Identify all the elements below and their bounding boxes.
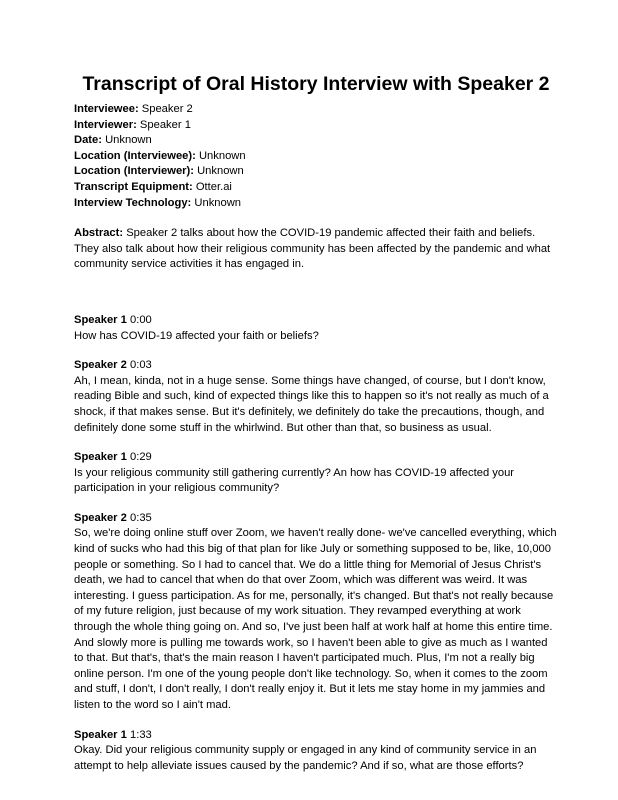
meta-date xyxy=(74,133,558,149)
timestamp: 0:03 xyxy=(129,359,152,372)
meta-value: Speaker 1 xyxy=(139,118,191,131)
turn-text: Okay. Did your religious community supply or engaged in any kind of community service in an attempt to help alleviate issues caused by the pandemic? And if so, what are those efforts? xyxy=(74,744,537,772)
meta-location-interviewee xyxy=(74,149,558,165)
meta-location-interviewer xyxy=(74,164,558,180)
meta-value: Unknown xyxy=(105,134,152,147)
speaker-name: Speaker 1 xyxy=(74,313,127,326)
meta-label: Interviewer: xyxy=(74,118,137,131)
transcript xyxy=(74,313,558,774)
timestamp: 0:29 xyxy=(129,451,152,464)
speaker-name: Speaker 2 xyxy=(74,359,127,372)
meta-label: Location (Interviewee): xyxy=(74,149,196,162)
transcript-turn xyxy=(74,358,558,436)
speaker-name: Speaker 1 xyxy=(74,451,127,464)
meta-value: Otter.ai xyxy=(195,180,232,193)
speaker-name: Speaker 2 xyxy=(74,511,127,524)
meta-interview-technology xyxy=(74,196,558,212)
turn-header xyxy=(74,313,558,329)
turn-header xyxy=(74,511,558,527)
speaker-name: Speaker 1 xyxy=(74,728,127,741)
turn-text: Is your religious community still gathering currently? An how has COVID-19 affected your participation in your religious community? xyxy=(74,466,515,495)
document-page xyxy=(74,72,558,788)
meta-interviewer xyxy=(74,118,558,134)
meta-label: Interviewee: xyxy=(74,103,139,115)
page-title: Transcript of Oral History Interview with Speaker 2 xyxy=(82,73,550,95)
timestamp: 0:00 xyxy=(129,313,152,326)
turn-text: Ah, I mean, kinda, not in a huge sense. Some things have changed, of course, but I don't know, reading Bible and such, kind of expected things like this to happen so it's not really as much of a shock, if that makes sense. But it's definitely, we definitely do take the precautions, though, and definitely done some stuff in the whirlwind. But other than that, so business as usual. xyxy=(74,374,549,434)
interview-metadata xyxy=(74,102,558,211)
abstract xyxy=(74,226,554,273)
transcript-turn xyxy=(74,511,558,714)
abstract-text: Speaker 2 talks about how the COVID-19 pandemic affected their faith and beliefs. They also talk about how their religious community has been affected by the pandemic and what community service activities it has engaged in. xyxy=(74,227,551,271)
turn-text: So, we're doing online stuff over Zoom, we haven't really done- we've cancelled everything, which kind of sucks who had this big of that plan for like July or something supposed to be, like, 10,000 people or something. So I had to cancel that. We do a little thing for Memorial of Jesus Christ's death, we had to cancel that when do that over Zoom, which was different was weird. It was interesting. I guess participation. As for me, personally, it's changed. But that's not really because of my future religion, just because of my work situation. They revamped everything at work through the whole thing going on. And so, I've just been half at work half at home this entire time. And slowly more is pulling me towards work, so I haven't been able to give as much as I wanted to that. But that's, that's the main reason I haven't participated much. Plus, I'm not a really big online person. I'm one of the young people don't like technology. So, when it comes to the zoom and stuff, I don't, I don't really, I don't really enjoy it. But it lets me stay home in my jammies and listen to the word so I ain't mad. xyxy=(74,527,557,711)
transcript-turn xyxy=(74,313,558,344)
meta-transcript-equipment xyxy=(74,180,558,196)
transcript-turn xyxy=(74,450,558,497)
abstract-label: Abstract: xyxy=(74,227,124,240)
meta-value: Speaker 2 xyxy=(141,103,193,115)
meta-value: Unknown xyxy=(194,196,242,209)
turn-header xyxy=(74,358,558,374)
meta-value: Unknown xyxy=(198,149,246,162)
meta-interviewee xyxy=(74,102,558,118)
meta-label: Location (Interviewer): xyxy=(74,165,194,178)
timestamp: 1:33 xyxy=(129,728,152,741)
meta-label: Date: xyxy=(74,134,102,147)
turn-header xyxy=(74,728,558,744)
timestamp: 0:35 xyxy=(129,511,152,524)
meta-label: Interview Technology: xyxy=(74,196,192,209)
meta-value: Unknown xyxy=(197,165,244,178)
turn-header xyxy=(74,450,558,466)
turn-text: How has COVID-19 affected your faith or beliefs? xyxy=(74,329,319,342)
meta-label: Transcript Equipment: xyxy=(74,180,193,193)
transcript-turn xyxy=(74,728,558,775)
